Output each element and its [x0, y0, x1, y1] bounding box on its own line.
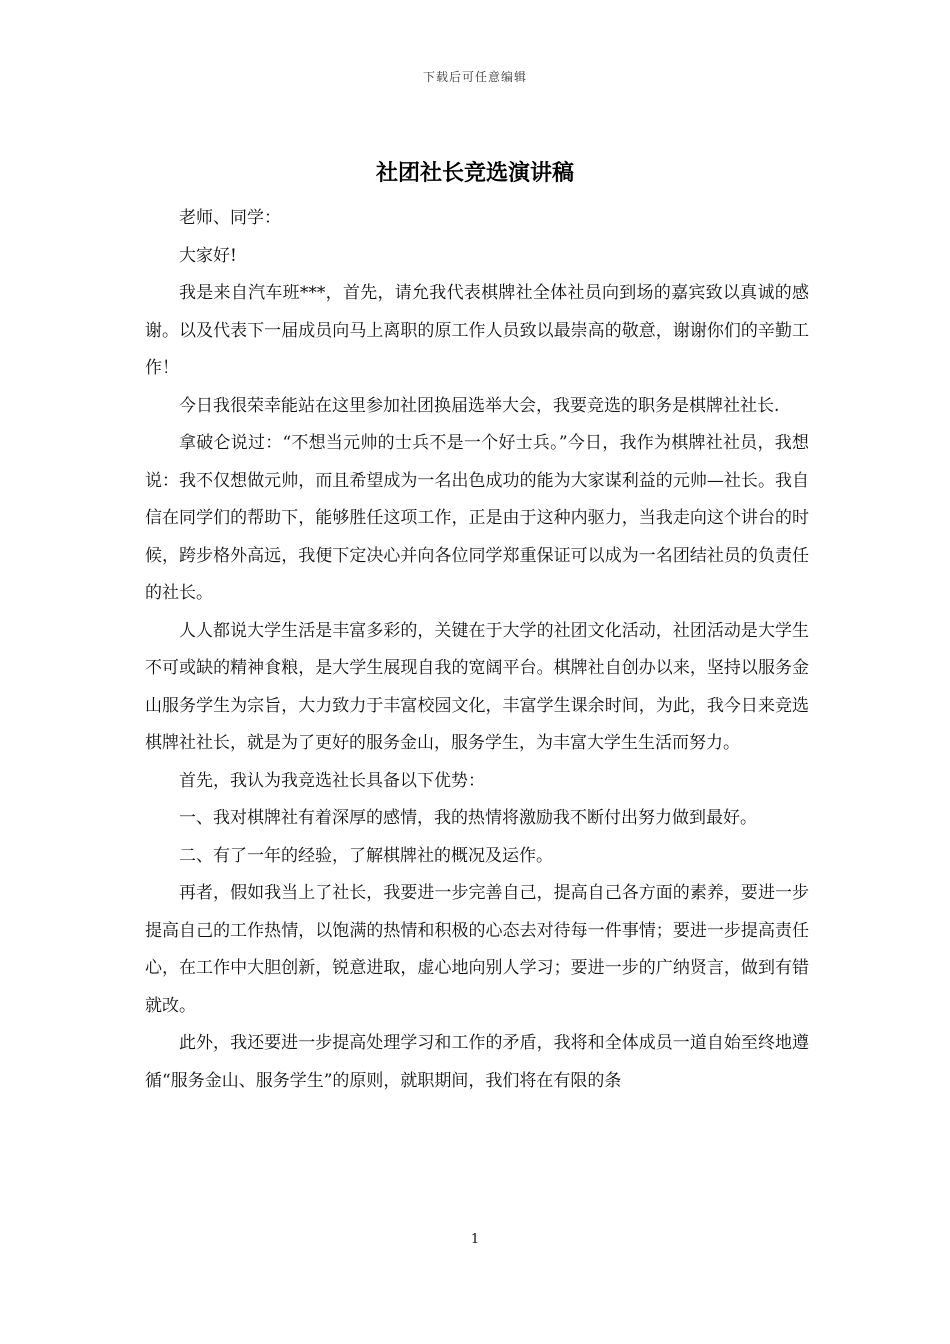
paragraph-college-life: 人人都说大学生活是丰富多彩的，关键在于大学的社团文化活动，社团活动是大学生不可或缺的精神食粮，是大学生展现自我的宽阔平台。棋牌社自创办以来，坚持以服务金山服务学生为宗旨，大力致力于丰富校园文化，丰富学生课余时间，为此，我今日来竞选棋牌社社长，就是为了更好的服务金山，服务学生，为丰富大学生生活而努力。 [145, 620, 809, 753]
paragraph-improvement-plan: 再者，假如我当上了社长，我要进一步完善自己，提高自己各方面的素养，要进一步提高自己的工作热情，以饱满的热情和积极的心态去对待每一件事情；要进一步提高责任心，在工作中大胆创新，锐意进取，虚心地向别人学习；要进一步的广纳贤言，做到有错就改。 [145, 883, 809, 1016]
document-body [145, 200, 809, 1100]
paragraph-introduction: 我是来自汽车班***，首先，请允我代表棋牌社全体社员向到场的嘉宾致以真诚的感谢。以及代表下一届成员向马上离职的原工作人员致以最崇高的敬意，谢谢你们的辛勤工作！ [145, 283, 809, 378]
paragraph-advantage-two: 二、有了一年的经验，了解棋牌社的概况及运作。 [179, 845, 553, 866]
paragraph-napoleon-quote: 拿破仑说过：“不想当元帅的士兵不是一个好士兵。”今日，我作为棋牌社社员，我想说：我不仅想做元帅，而且希望成为一名出色成功的能为大家谋利益的元帅—社长。我自信在同学们的帮助下，能够胜任这项工作，正是由于这种内驱力，当我走向这个讲台的时候，跨步格外高远，我便下定决心并向各位同学郑重保证可以成为一名团结社员的负责任的社长。 [145, 433, 809, 603]
paragraph-position: 今日我很荣幸能站在这里参加社团换届选举大会，我要竞选的职务是棋牌社社长. [179, 395, 780, 416]
document-title: 社团社长竞选演讲稿 [375, 160, 574, 186]
header-note: 下载后可任意编辑 [422, 70, 527, 84]
page-number: 1 [470, 1232, 480, 1247]
paragraph-greeting: 大家好! [179, 245, 237, 266]
paragraph-salutation: 老师、同学： [179, 208, 281, 228]
paragraph-advantage-one: 一、我对棋牌社有着深厚的感情，我的热情将激励我不断付出努力做到最好。 [179, 808, 757, 828]
paragraph-advantages-intro: 首先，我认为我竞选社长具备以下优势： [179, 770, 485, 791]
paragraph-principles: 此外，我还要进一步提高处理学习和工作的矛盾，我将和全体成员一道自始至终地遵循“服务金山、服务学生”的原则，就职期间，我们将在有限的条 [145, 1033, 809, 1091]
